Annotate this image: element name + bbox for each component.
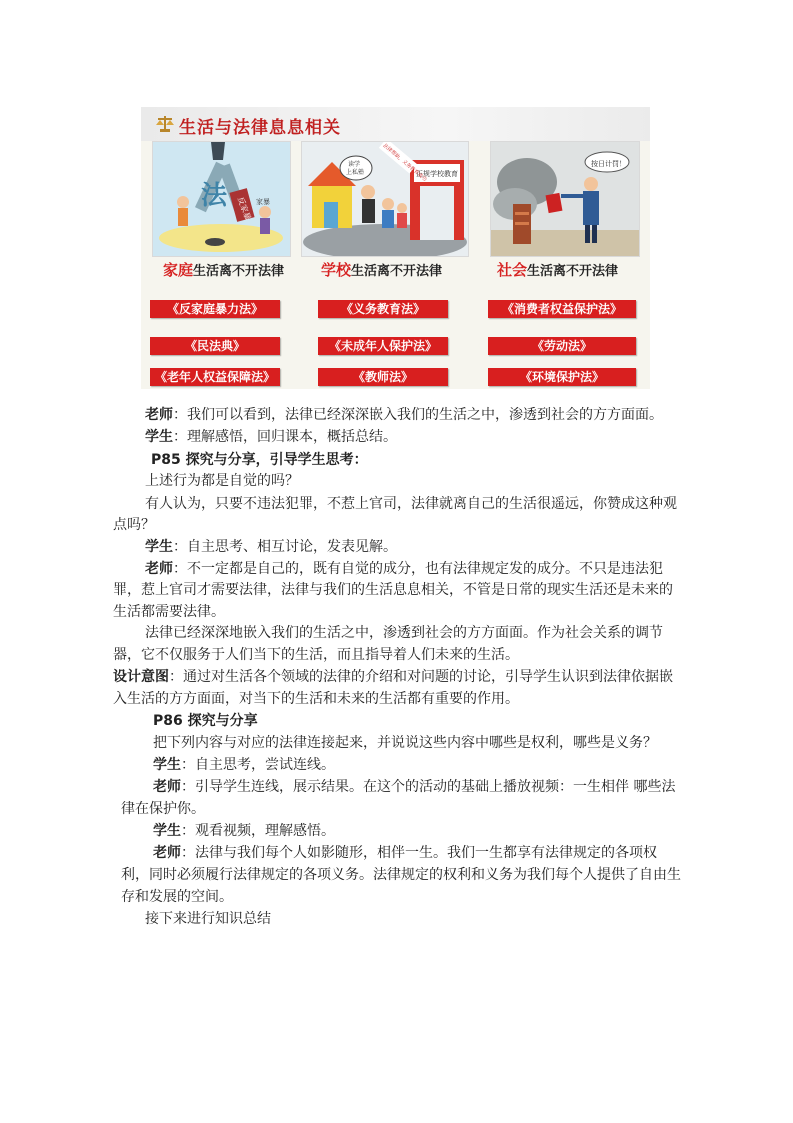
caption-school-rest: 生活离不开法律 — [351, 264, 443, 279]
law-label: 《未成年人保护法》 — [318, 337, 448, 355]
body-line: 把下列内容与对应的法律连接起来，并说说这些内容中哪些是权利，哪些是义务？ — [153, 735, 657, 751]
body-line: 生活都需要法律。 — [113, 604, 225, 620]
caption-school-highlight: 学校 — [321, 261, 352, 279]
body-line: 利，同时必须履行法律规定的各项义务。法律规定的权利和义务为我们每个人提供了自由生 — [121, 867, 681, 883]
body-line: 老师：引导学生连线，展示结果。在这个的活动的基础上播放视频：一生相伴 哪些法 — [153, 779, 676, 795]
body-line: 入生活的方方面面，对当下的生活和未来的生活都有重要的作用。 — [113, 691, 519, 707]
body-line: 器，它不仅服务于人们当下的生活，而且指导着人们未来的生活。 — [113, 647, 519, 663]
body-line: 接下来进行知识总结 — [145, 911, 271, 927]
law-label: 《教师法》 — [318, 368, 448, 386]
body-line: 学生：自主思考，尝试连线。 — [153, 757, 335, 773]
body-line: 律在保护你。 — [121, 801, 205, 817]
caption-school — [321, 259, 442, 280]
body-line: 学生：自主思考、相互讨论，发表见解。 — [145, 539, 397, 555]
caption-family-highlight: 家庭 — [163, 261, 194, 279]
caption-family — [163, 259, 284, 280]
section-heading: P85 探究与分享，引导学生思考： — [151, 452, 368, 468]
society-bubble: 按日计罚！ — [591, 160, 626, 168]
body-line: 法律已经深深地嵌入我们的生活之中，渗透到社会的方方面面。作为社会关系的调节 — [145, 625, 663, 641]
law-label: 《老年人权益保障法》 — [150, 368, 280, 386]
school-bubble-1: 读学 — [348, 161, 361, 168]
law-label: 《民法典》 — [150, 337, 280, 355]
body-line: 学生：理解感悟，回归课本，概括总结。 — [145, 429, 397, 445]
school-panel-image — [301, 141, 469, 257]
figure-title: 生活与法律息息相关 — [179, 118, 341, 138]
body-line: 老师：我们可以看到，法律已经深深嵌入我们的生活之中，渗透到社会的方方面面。 — [145, 407, 663, 423]
figure-header — [141, 107, 650, 141]
body-line: 学生：观看视频，理解感悟。 — [153, 823, 335, 839]
law-label: 《义务教育法》 — [318, 300, 448, 318]
body-line: 老师：法律与我们每个人如影随形，相伴一生。我们一生都享有法律规定的各项权 — [153, 845, 657, 861]
section-heading: P86 探究与分享 — [153, 713, 258, 729]
body-line: 有人认为，只要不违法犯罪，不惹上官司，法律就离自己的生活很遥远，你赞成这种观 — [145, 496, 677, 512]
law-label: 《劳动法》 — [488, 337, 636, 355]
school-bubble-2: 上私塾 — [346, 169, 365, 176]
caption-society — [497, 259, 618, 280]
caption-society-rest: 生活离不开法律 — [527, 264, 619, 279]
family-panel-image — [152, 141, 291, 257]
family-big-char: 法 — [201, 181, 228, 211]
body-line: 存和发展的空间。 — [121, 889, 233, 905]
school-book-label: 正规学校教育 — [416, 170, 458, 178]
society-panel-image — [490, 141, 640, 257]
body-line: 上述行为都是自觉的吗？ — [145, 473, 299, 489]
body-line: 罪，惹上官司才需要法律，法律与我们的生活息息相关，不管是日常的现实生活还是未来的 — [113, 582, 673, 598]
family-label-2: 家暴 — [256, 198, 270, 206]
justice-scale-icon — [155, 113, 175, 133]
body-line: 设计意图：通过对生活各个领域的法律的介绍和对问题的讨论，引导学生认识到法律依据嵌 — [113, 669, 673, 685]
caption-family-rest: 生活离不开法律 — [193, 264, 285, 279]
law-label: 《消费者权益保护法》 — [488, 300, 636, 318]
body-line: 老师：不一定都是自己的，既有自觉的成分，也有法律规定发的成分。不只是违法犯 — [145, 561, 663, 577]
body-line: 点吗？ — [113, 517, 155, 533]
law-life-figure — [141, 107, 650, 389]
caption-society-highlight: 社会 — [497, 261, 528, 279]
law-label: 《环境保护法》 — [488, 368, 636, 386]
law-label: 《反家庭暴力法》 — [150, 300, 280, 318]
school-banner: 法律帮助，义务教育成功 — [381, 142, 428, 183]
family-label-1: 反家暴 — [235, 195, 253, 222]
